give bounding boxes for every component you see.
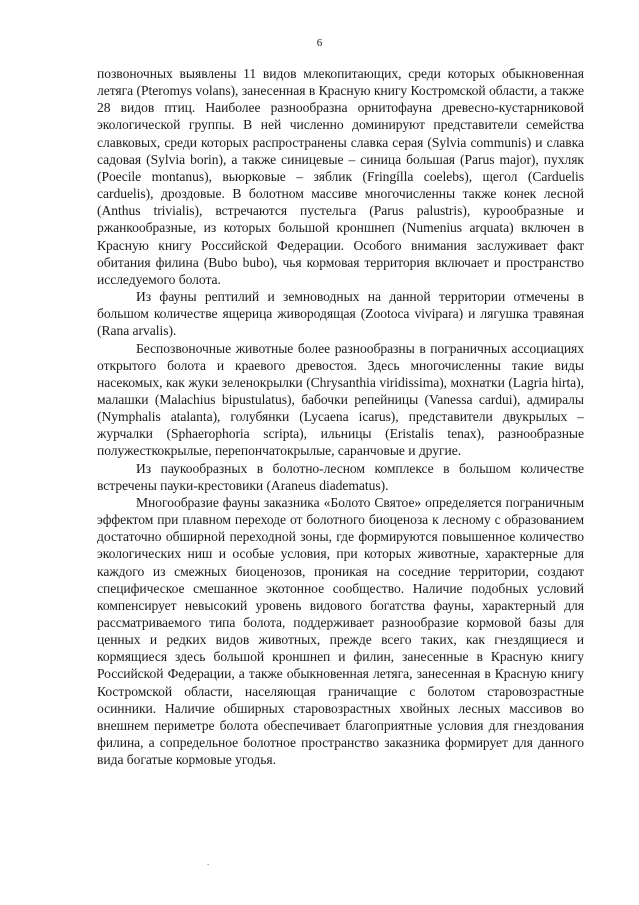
paragraph-invertebrates: Беспозвоночные животные более разнообразны в пограничных ассоциациях открытого болота и краевого древостоя. Здесь многочисленны такие виды насекомых, как жуки зеленокрылки (Chrysanthia viridissima), мохнатки (Lagria hirta), малашки (Malachius bipustulatus), бабочки репейницы (Vanessa cardui), адмиралы (Nymphalis atalanta), голубянки (Lycaena icarus), представители двукрылых – журчалки (Sphaerophoria scripta), ильницы (Eristalis tenax), разнообразные полужесткокрылые, перепончатокрылые, саранчовые и другие. — [97, 340, 584, 459]
page-number: 6 — [316, 37, 323, 49]
paragraph-arachnids: Из паукообразных в болотно-лесном комплексе в большом количестве встречены пауки-крестовики (Araneus diadematus). — [97, 460, 584, 493]
body-text — [97, 65, 584, 768]
paragraph-reptiles-amphibians: Из фауны рептилий и земноводных на данной территории отмечены в большом количестве ящерица живородящая (Zootoca vivipara) и лягушка травяная (Rana arvalis). — [97, 289, 584, 339]
paragraph-mammals-birds: позвоночных выявлены 11 видов млекопитающих, среди которых обыкновенная летяга (Pteromys volans), занесенная в Красную книгу Костромской области, а также 28 видов птиц. Наиболее разнообразна орнитофауна древесно-кустарниковой экологической группы. В ней численно доминируют представители семейства славковых, среди которых распространены славка серая (Sylvia communis) и славка садовая (Sylvia borin), а также синицевые – синица большая (Parus major), пухляк (Poecile montanus), вьюрковые – зяблик (Fringílla coelebs), щегол (Carduelis carduelis), дроздовые. В болотном массиве многочисленны также конек лесной (Anthus trivialis), встречаются пустельга (Parus palustris), курообразные и ржанкообразные, из которых большой кроншнеп (Numenius arquata) включен в Красную книгу Российской Федерации. Особого внимания заслуживает факт обитания филина (Bubo bubo), чья кормовая территория включает и пространство исследуемого болота. — [97, 66, 584, 287]
scan-speck: . — [207, 857, 210, 867]
paragraph-fauna-diversity: Многообразие фауны заказника «Болото Святое» определяется пограничным эффектом при плавном переходе от болотного биоценоза к лесному с образованием достаточно обширной переходной зоны, где формируются повышенное количество экологических ниш и особые условия, при которых животные, характерные для каждого из смежных биоценозов, проникая на соседние территории, создают специфическое смешанное экотонное сообщество. Наличие подобных условий компенсирует невысокий уровень видового богатства фауны, характерный для рассматриваемого типа болота, поддерживает разнообразие кормовой базы для ценных и редких видов животных, прежде всего таких, как гнездящиеся и кормящиеся здесь большой кроншнеп и филин, занесенные в Красную книгу Российской Федерации, а также обыкновенная летяга, занесенная в Красную книгу Костромской области, населяющая граничащие с болотом старовозрастные осинники. Наличие обширных старовозрастных хвойных лесных массивов во внешнем периметре болота обеспечивает благоприятные условия для гнездования филина, а сопредельное болотное пространство заказника формирует для данного вида богатые кормовые угодья. — [97, 494, 584, 768]
